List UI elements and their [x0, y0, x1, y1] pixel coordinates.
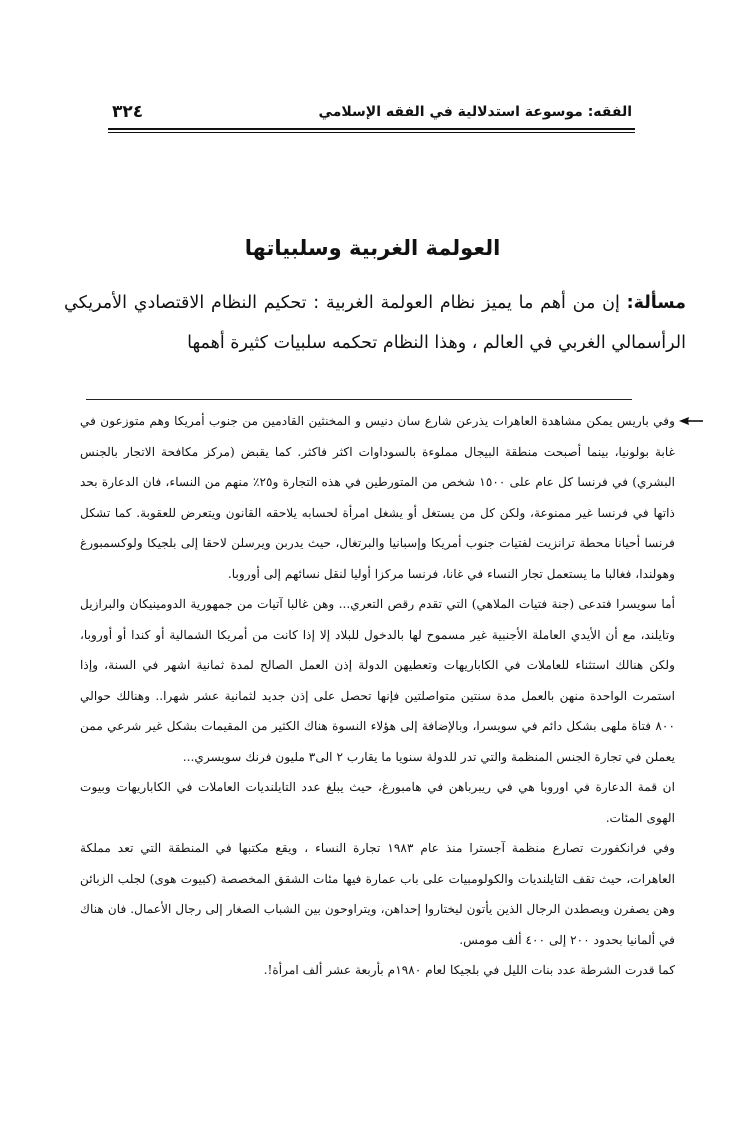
footnote-text: وفي فرانكفورت تصارع منظمة آجسترا منذ عام ١٩٨٣ تجارة النساء ، ويقع مكتبها في المنطقة التي تعد مملكة العاهرات، حيث تقف التايلنديات والكولومبيات على باب عمارة فيها مئات الشقق المخصصة (كبيوت هوى) لجلب الزبائن وهن يصفرن ويصطدن الرجال الذين يأتون ليختاروا إحداهن، ويتراوحون بين الشباب الصغار إلى رجال الأعمال. فان هناك في ألمانيا بحدود ٢٠٠ إلى ٤٠٠ ألف مومس.	[80, 841, 675, 947]
footnote-arrow-icon	[679, 416, 703, 426]
chapter-title: العولمة الغربية وسلبياتها	[244, 236, 501, 260]
main-paragraph	[64, 283, 686, 363]
footnote-paragraph	[80, 833, 675, 955]
running-title: الفقه: موسوعة استدلالية في الفقه الإسلامي	[318, 104, 632, 120]
footnotes	[80, 406, 675, 986]
footnote-text: أما سويسرا فتدعى (جنة فتيات الملاهي) التي تقدم رقص التعري... وهن غالبا آتيات من جمهورية الدومينيكان والبرازيل وتايلند، مع أن الأيدي العاملة الأجنبية غير مسموح لها بالدخول للبلاد إلا إذا كانت من أمريكا الشمالية أو كندا أو أوروبا، ولكن هنالك استثناء للعاملات في الكاباريهات وتعطيهن الدولة إذن العمل الصالح لمدة ثمانية اشهر في السنة، وإذا استمرت الواحدة منهن بالعمل مدة سنتين متواصلتين فإنها تحصل على إذن جديد لثمانية عشر شهرا.. وهنالك حوالي ٨٠٠ فتاة ملهى بشكل دائم في سويسرا، وبالإضافة إلى هؤلاء النسوة هناك الكثير من المقيمات بشكل غير شرعي ممن يعملن في تجارة الجنس المنظمة والتي تدر للدولة سنويا ما يقارب ٢ الى٣ مليون فرنك سويسري...	[80, 597, 675, 764]
page-number: ٣٢٤	[112, 102, 144, 122]
running-head	[112, 98, 632, 126]
header-rule	[108, 128, 635, 133]
main-body: إن من أهم ما يميز نظام العولمة الغربية : تحكيم النظام الاقتصادي الأمريكي الرأسمالي الغربي في العالم ، وهذا النظام تحكمه سلبيات كثيرة أهمها	[64, 293, 686, 353]
footnote-paragraph	[80, 772, 675, 833]
footnote-text: وفي باريس يمكن مشاهدة العاهرات يذرعن شارع سان دنيس و المخنثين القادمين من جنوب أمريكا وهم متوزعون في غابة بولونيا، بينما أصبحت منطقة البيجال مملوءة بالسوداوات اكثر فاكثر. كما يقبض (مركز مكافحة الاتجار بالجنس البشري) في فرنسا كل عام على ١٥٠٠ شخص من المتورطين في هذه التجارة و٢٥٪ منهم من النساء، فان الدعارة بحد ذاتها في فرنسا غير ممنوعة، ولكن كل من يستغل أو يشغل امرأة لحسابه يلاحقه القانون ويتعرض للعقوبة. كما تشكل فرنسا أحيانا محطة ترانزيت لفتيات جنوب أمريكا وإسبانيا والبرتغال، حيث يدربن ويرسلن لاحقا إلى بلجيكا ولوكسمبورغ وهولندا، فغالبا ما يستعمل تجار النساء في غانا، فرنسا مركزا أوليا لنقل نسائهم إلى أوروبا.	[80, 414, 675, 581]
footnote-paragraph	[80, 406, 675, 589]
footnote-text: ان قمة الدعارة في اوروبا هي في ريبرباهن في هامبورغ، حيث يبلغ عدد التايلنديات العاملات في الكاباريهات وبيوت الهوى المئات.	[80, 780, 675, 825]
footnote-paragraph	[80, 589, 675, 772]
footnote-text: كما قدرت الشرطة عدد بنات الليل في بلجيكا لعام ١٩٨٠م بأربعة عشر ألف امرأة!.	[263, 963, 675, 977]
footnote-paragraph	[80, 955, 675, 986]
footnote-rule	[86, 399, 632, 400]
main-lead: مسألة:	[626, 293, 686, 313]
